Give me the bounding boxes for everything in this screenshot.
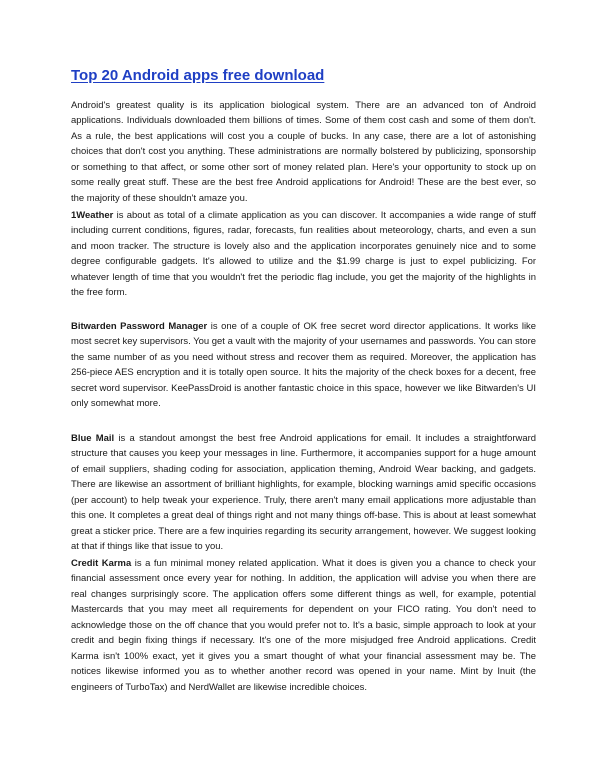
section-app-name: Blue Mail [71, 433, 115, 444]
section-1weather [71, 208, 536, 301]
section-blue-mail [71, 431, 536, 555]
section-body: is one of a couple of OK free secret word director applications. It works like most secret key supervisors. You get a vault with the majority of your usernames and passwords. You can store the same number of as you need without stress and recover them as required. Moreover, the application has 256-piece AES encryption and it is totally open source. It hits the majority of the check boxes for a decent, free secret word supervisor. KeePassDroid is another fantastic choice in this space, however we like Bitwarden's UI only somewhat more. [71, 321, 537, 410]
intro-paragraph: Android's greatest quality is its application biological system. There are an advanced ton of Android applications. Individuals downloaded them billions of times. Some of them cost cash and some of them don't. As a rule, the best applications will cost you a couple of bucks. In any case, there are a lot of astonishing choices that don't cost you anything. These administrations are normally bolstered by publicizing, sponsorship or something to that affect, or some other sort of money related plan. Here's your opportunity to stock up on some really great stuff. These are the best free Android applications for Android! These are the best ever, so the majority of these shouldn't amaze you. [71, 100, 536, 204]
section-body: is a standout amongst the best free Android applications for email. It includes a straightforward structure that causes you keep your messages in line. Furthermore, it accompanies support for a huge amount of email suppliers, shading coding for association, application theming, Android Wear backing, and gadgets. There are likewise an assortment of brilliant highlights, for example, blocking warnings amid specific occasions (per account) to help tweak your experience. Truly, there aren't many email applications more adjustable than this one. It completes a great deal of things right and not many things off-base. This is about at least somewhat great a sticker price. There are a few inquiries regarding its security arrangement, however. We suggest looking at that if things like that issue to you. [71, 433, 536, 553]
page-title[interactable]: Top 20 Android apps free download [71, 67, 325, 84]
section-app-name: Bitwarden Password Manager [71, 321, 208, 332]
section-credit-karma [71, 556, 536, 695]
section-app-name: Credit Karma [71, 558, 132, 569]
section-bitwarden [71, 319, 536, 412]
section-app-name: 1Weather [71, 210, 114, 221]
section-body: is a fun minimal money related application. What it does is given you a chance to check your financial assessment once every year for nothing. In addition, the application will advise you when there are real changes surprisingly score. The application offers some different things as well, for example, potential Mastercards that you may meet all requirements for dependent on your FICO rating. You don't need to acknowledge those on the off chance that you would prefer not to. It's a basic, simple approach to look at your credit and begin fixing things if necessary. It's one of the more misjudged free Android applications. Credit Karma isn't 100% exact, yet it gives you a smart thought of what your financial assessment may be. The notices likewise informed you as to whether another record was opened in your name. Mint by Inuit (the engineers of TurboTax) and NerdWallet are likewise incredible choices. [71, 558, 537, 693]
section-body: is about as total of a climate application as you can discover. It accompanies a wide range of stuff including current conditions, figures, radar, forecasts, fun realities about meteorology, charts, and even a sun and moon tracker. The structure is lovely also and the application incorporates genuinely nice and to some degree configurable gadgets. It's allowed to utilize and the $1.99 charge is just to expel publicizing. For whatever length of time that you wouldn't fret the periodic flag include, you get the majority of the highlights in the free form. [71, 210, 536, 299]
